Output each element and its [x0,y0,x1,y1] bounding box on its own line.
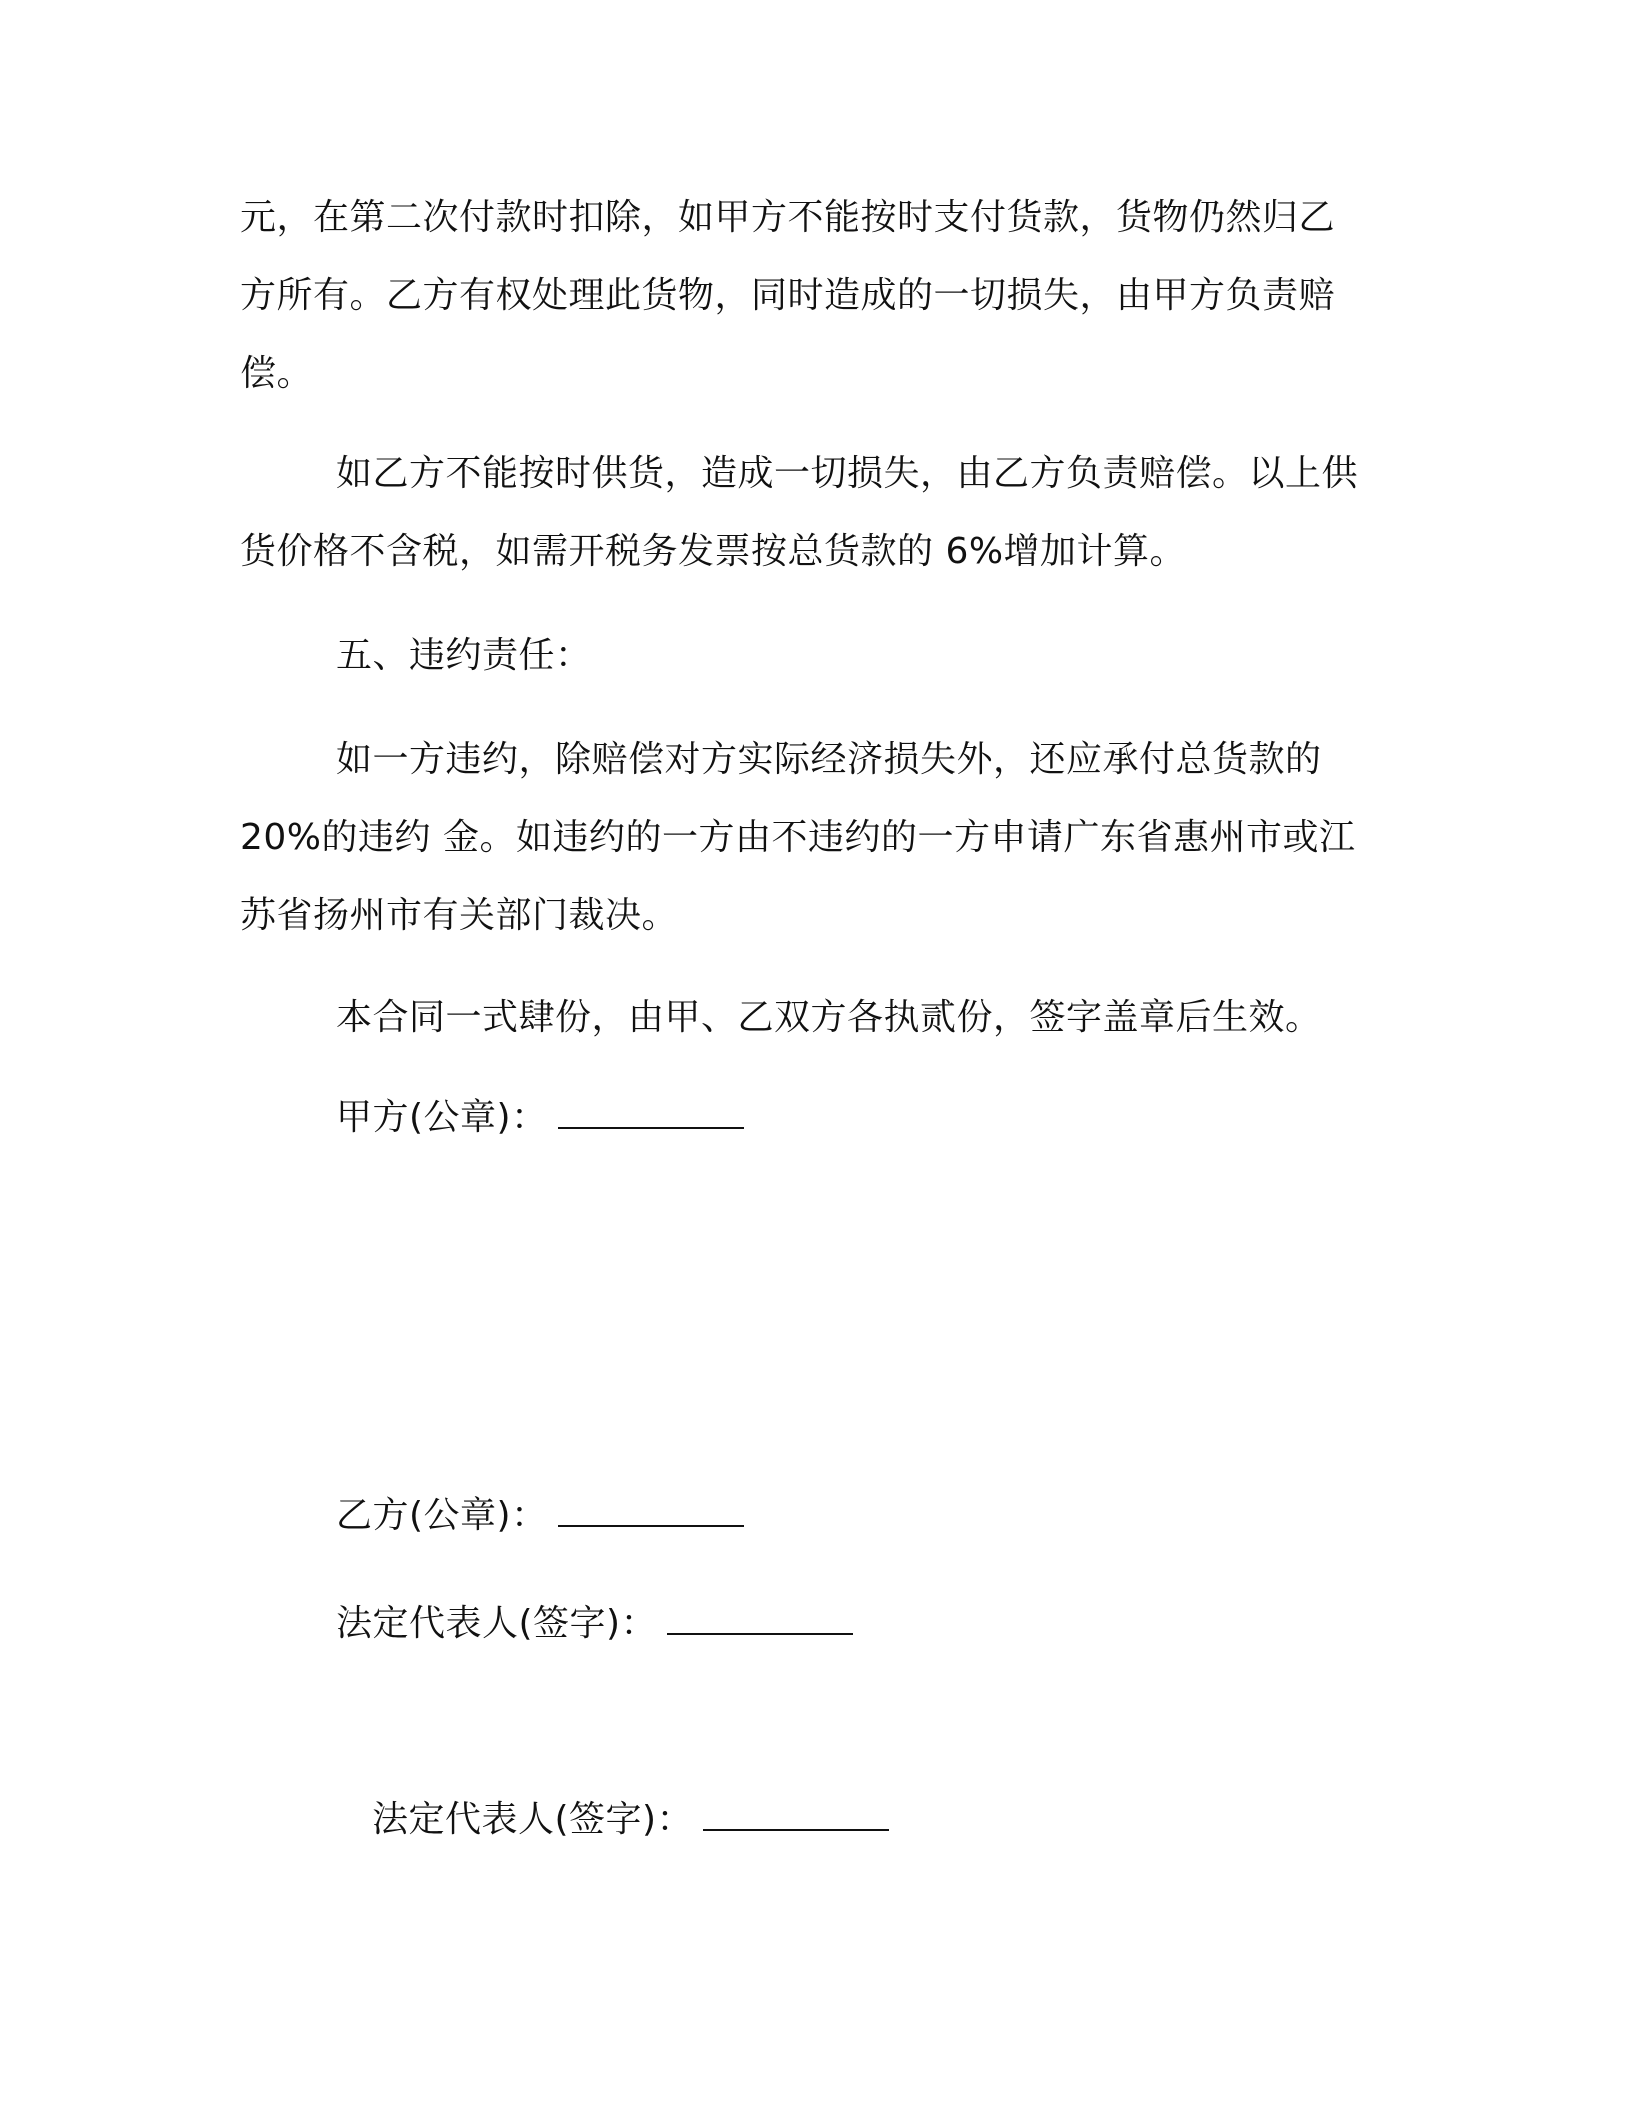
paragraph-3-line-1: 如一方违约，除赔偿对方实际经济损失外，还应承付总货款的 [336,739,1322,780]
party-a-seal-label: 甲方(公章)： [336,1097,548,1138]
paragraph-1-line-1: 元，在第二次付款时扣除，如甲方不能按时支付货款，货物仍然归乙 [240,197,1336,238]
paragraph-1-line-3: 偿。 [240,353,314,394]
paragraph-1-line-2: 方所有。乙方有权处理此货物，同时造成的一切损失，由甲方负责赔 [240,275,1336,316]
legal-rep-1-line [336,1600,853,1648]
legal-rep-1-blank[interactable] [667,1603,853,1635]
paragraph-2-line-2: 货价格不含税，如需开税务发票按总货款的 6%增加计算。 [240,531,1187,572]
paragraph-3-line-3: 苏省扬州市有关部门裁决。 [240,895,679,936]
legal-rep-1-label: 法定代表人(签字)： [336,1603,658,1644]
party-b-seal-line [336,1492,744,1540]
party-a-seal-line [336,1094,744,1142]
legal-rep-2-blank[interactable] [703,1799,889,1831]
paragraph-3-line-2: 20%的违约 金。如违约的一方由不违约的一方申请广东省惠州市或江 [240,817,1356,858]
party-a-seal-blank[interactable] [558,1097,744,1129]
legal-rep-2-label: 法定代表人(签字)： [372,1799,694,1840]
paragraph-2-line-1: 如乙方不能按时供货，造成一切损失，由乙方负责赔偿。以上供 [336,453,1359,494]
party-b-seal-label: 乙方(公章)： [336,1495,548,1536]
section-5-heading: 五、违约责任： [336,635,592,676]
legal-rep-2-line [372,1796,889,1844]
paragraph-4: 本合同一式肆份，由甲、乙双方各执贰份，签字盖章后生效。 [336,997,1322,1038]
party-b-seal-blank[interactable] [558,1495,744,1527]
